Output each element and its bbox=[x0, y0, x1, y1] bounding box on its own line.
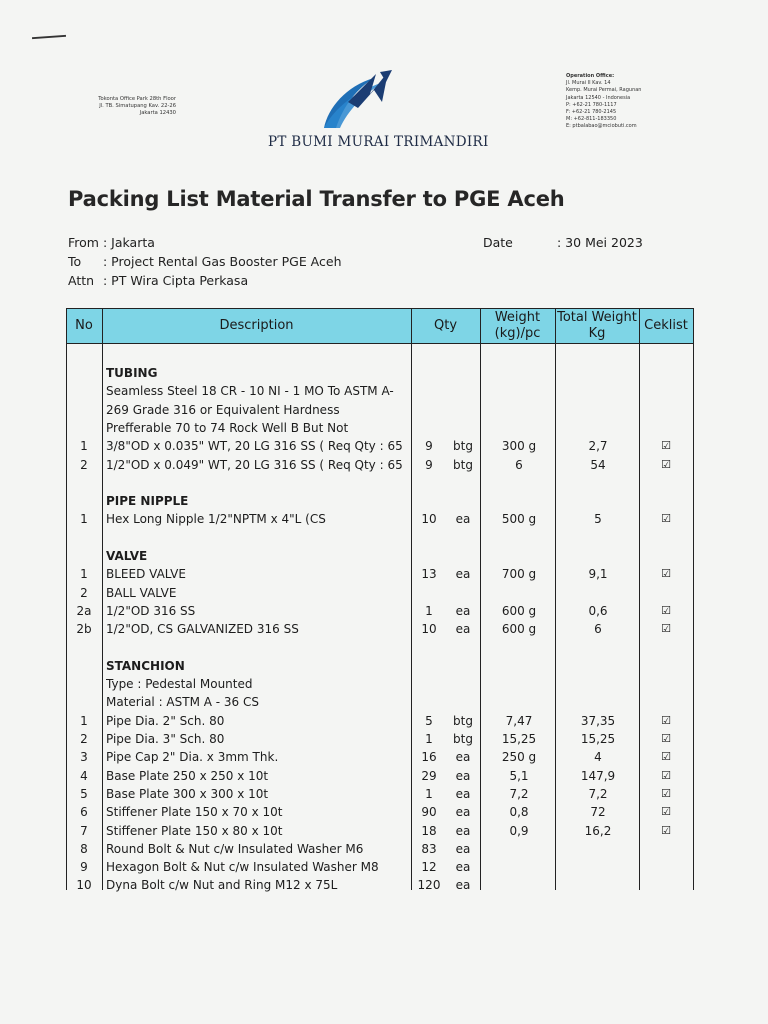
item-number: 2 bbox=[80, 732, 88, 746]
table-row bbox=[66, 437, 694, 456]
item-description: Pipe Cap 2" Dia. x 3mm Thk. bbox=[106, 750, 279, 765]
attn-label: Attn bbox=[68, 273, 95, 288]
item-unit: ea bbox=[455, 841, 471, 856]
item-weight: 250 g bbox=[501, 750, 537, 765]
table-row bbox=[66, 419, 694, 438]
item-weight: 500 g bbox=[501, 512, 537, 527]
head-office-address bbox=[80, 96, 176, 117]
item-unit: ea bbox=[455, 750, 471, 765]
address-line: Jakarta 12540 - Indonesia bbox=[566, 94, 631, 101]
item-unit: ea bbox=[455, 512, 471, 527]
item-description: Base Plate 300 x 300 x 10t bbox=[106, 786, 269, 801]
item-description: Hex Long Nipple 1/2"NPTM x 4"L (CS bbox=[106, 512, 326, 527]
item-check: ☑ bbox=[661, 457, 671, 471]
item-qty: 1 bbox=[425, 603, 433, 618]
header-ceklist: Ceklist bbox=[644, 318, 688, 333]
address-line: E: ptbalabao@mciobuti.com bbox=[566, 123, 637, 130]
item-qty: 1 bbox=[425, 732, 433, 746]
item-check: ☑ bbox=[661, 805, 671, 819]
item-total-weight: 16,2 bbox=[584, 823, 612, 838]
date-value: : 30 Mei 2023 bbox=[557, 235, 643, 250]
table-row bbox=[66, 803, 694, 822]
item-qty: 18 bbox=[421, 823, 437, 838]
from-line bbox=[68, 235, 155, 250]
table-row bbox=[66, 693, 694, 712]
table-row bbox=[66, 712, 694, 731]
item-unit: btg bbox=[453, 732, 473, 746]
item-check: ☑ bbox=[661, 622, 671, 636]
item-total-weight: 72 bbox=[590, 805, 606, 820]
table-row bbox=[66, 565, 694, 584]
item-unit: ea bbox=[455, 786, 471, 801]
address-line: Jl. Murai II Kav. 14 bbox=[566, 80, 611, 87]
address-line: Operation Office: bbox=[566, 73, 615, 79]
table-row bbox=[66, 602, 694, 621]
item-description: Dyna Bolt c/w Nut and Ring M12 x 75L bbox=[106, 878, 338, 893]
item-number: 1 bbox=[80, 512, 88, 527]
item-unit: ea bbox=[455, 823, 471, 838]
header-weight: Weight (kg)/pc bbox=[494, 310, 541, 341]
item-number: 5 bbox=[80, 786, 88, 801]
item-description: Material : ASTM A - 36 CS bbox=[106, 695, 259, 710]
item-unit: btg bbox=[453, 439, 473, 454]
item-description: 1/2"OD, CS GALVANIZED 316 SS bbox=[106, 622, 299, 637]
item-unit: ea bbox=[455, 878, 471, 893]
item-qty: 90 bbox=[421, 805, 437, 820]
section-heading: STANCHION bbox=[106, 658, 185, 673]
packing-list-table bbox=[66, 308, 694, 893]
item-weight: 15,25 bbox=[501, 732, 537, 746]
item-total-weight: 2,7 bbox=[588, 439, 608, 454]
attn-line bbox=[68, 273, 248, 288]
item-description: BLEED VALVE bbox=[106, 567, 186, 582]
table-row bbox=[66, 382, 694, 401]
item-unit: ea bbox=[455, 768, 471, 783]
table-row bbox=[66, 748, 694, 767]
item-check: ☑ bbox=[661, 567, 671, 581]
table-row bbox=[66, 474, 694, 493]
table-row bbox=[66, 510, 694, 529]
item-description: Base Plate 250 x 250 x 10t bbox=[106, 768, 269, 783]
item-unit: ea bbox=[455, 860, 471, 875]
table-row bbox=[66, 529, 694, 548]
item-weight: 700 g bbox=[501, 567, 537, 582]
attn-value: : PT Wira Cipta Perkasa bbox=[103, 273, 249, 288]
item-number: 2 bbox=[80, 457, 88, 472]
table-row bbox=[66, 675, 694, 694]
table-row bbox=[66, 840, 694, 859]
item-number: 4 bbox=[80, 768, 88, 783]
address-line: Tokonta Office Park 28th Floor bbox=[98, 96, 176, 102]
table-row bbox=[66, 620, 694, 639]
item-number: 1 bbox=[80, 713, 88, 728]
item-qty: 10 bbox=[421, 622, 437, 637]
table-row bbox=[66, 364, 694, 383]
item-unit: ea bbox=[455, 567, 471, 582]
item-qty: 13 bbox=[421, 567, 437, 582]
table-row bbox=[66, 822, 694, 841]
item-weight: 7,47 bbox=[505, 713, 533, 728]
item-total-weight: 147,9 bbox=[580, 768, 616, 783]
item-total-weight: 5 bbox=[594, 512, 602, 527]
item-number: 10 bbox=[76, 878, 92, 893]
item-total-weight: 37,35 bbox=[580, 713, 616, 728]
section-heading: TUBING bbox=[106, 366, 158, 380]
item-description: 1/2"OD 316 SS bbox=[106, 603, 196, 618]
item-qty: 9 bbox=[425, 439, 433, 454]
operation-office-address bbox=[566, 73, 656, 131]
item-number: 9 bbox=[80, 860, 88, 875]
table-row bbox=[66, 657, 694, 676]
item-check: ☑ bbox=[661, 732, 671, 745]
from-label: From bbox=[68, 235, 99, 250]
item-number: 2b bbox=[76, 622, 92, 637]
item-total-weight: 9,1 bbox=[588, 567, 608, 582]
item-check: ☑ bbox=[661, 512, 671, 526]
item-weight: 600 g bbox=[501, 603, 537, 618]
item-description: BALL VALVE bbox=[106, 585, 177, 600]
item-number: 2a bbox=[76, 603, 92, 618]
item-total-weight: 4 bbox=[594, 750, 602, 765]
item-number: 2 bbox=[80, 585, 88, 600]
item-check: ☑ bbox=[661, 786, 671, 800]
table-row bbox=[66, 876, 694, 895]
table-row bbox=[66, 639, 694, 658]
item-number: 1 bbox=[80, 439, 88, 454]
item-description: 1/2"OD x 0.049" WT, 20 LG 316 SS ( Req Qty : 65 bbox=[106, 457, 403, 472]
item-description: Pipe Dia. 3" Sch. 80 bbox=[106, 732, 225, 746]
from-value: : Jakarta bbox=[103, 235, 155, 250]
address-line: Jakarta 12430 bbox=[139, 110, 176, 116]
table-row bbox=[66, 767, 694, 786]
header-qty: Qty bbox=[433, 318, 458, 333]
item-total-weight: 54 bbox=[590, 457, 606, 472]
item-number: 3 bbox=[80, 750, 88, 765]
item-qty: 83 bbox=[421, 841, 437, 856]
item-weight: 5,1 bbox=[509, 768, 529, 783]
item-qty: 10 bbox=[421, 512, 437, 527]
item-total-weight: 6 bbox=[594, 622, 602, 637]
item-check: ☑ bbox=[661, 713, 671, 727]
table-row bbox=[66, 401, 694, 420]
item-weight: 0,8 bbox=[509, 805, 529, 820]
header-no: No bbox=[75, 318, 93, 333]
item-weight: 7,2 bbox=[509, 786, 529, 801]
address-line: Jl. TB. Simatupang Kav. 22-26 bbox=[99, 103, 176, 109]
company-name: PT BUMI MURAI TRIMANDIRI bbox=[268, 134, 489, 150]
section-heading: VALVE bbox=[106, 549, 148, 563]
item-check: ☑ bbox=[661, 823, 671, 837]
item-description: Round Bolt & Nut c/w Insulated Washer M6 bbox=[106, 841, 364, 856]
item-description: Type : Pedestal Mounted bbox=[106, 677, 253, 692]
item-weight: 600 g bbox=[501, 622, 537, 637]
pen-mark bbox=[32, 35, 66, 39]
header-total-weight: Total Weight Kg bbox=[557, 310, 637, 341]
item-qty: 16 bbox=[421, 750, 437, 765]
item-unit: btg bbox=[453, 457, 473, 472]
item-weight: 300 g bbox=[501, 439, 537, 454]
item-weight: 0,9 bbox=[509, 823, 529, 838]
address-line: F: +62-21 780-2145 bbox=[566, 109, 617, 116]
item-unit: btg bbox=[453, 713, 473, 728]
table-row bbox=[66, 584, 694, 603]
section-heading: PIPE NIPPLE bbox=[106, 494, 189, 509]
address-line: M: +62-811-183350 bbox=[566, 116, 617, 123]
item-number: 6 bbox=[80, 805, 88, 820]
document-title: Packing List Material Transfer to PGE Aceh bbox=[68, 187, 565, 211]
item-check: ☑ bbox=[661, 439, 671, 453]
item-description: Prefferable 70 to 74 Rock Well B But Not bbox=[106, 420, 349, 435]
item-total-weight: 7,2 bbox=[588, 786, 608, 801]
to-line bbox=[68, 254, 342, 269]
item-description: Seamless Steel 18 CR - 10 NI - 1 MO To ASTM A- bbox=[106, 384, 394, 399]
address-line: P: +62-21 780-1117 bbox=[566, 101, 617, 108]
item-description: 3/8"OD x 0.035" WT, 20 LG 316 SS ( Req Qty : 65 bbox=[106, 439, 403, 454]
item-number: 1 bbox=[80, 567, 88, 582]
table-row bbox=[66, 858, 694, 877]
item-qty: 9 bbox=[425, 457, 433, 472]
item-qty: 1 bbox=[425, 786, 433, 801]
table-row bbox=[66, 456, 694, 475]
item-qty: 12 bbox=[421, 860, 437, 875]
item-weight: 6 bbox=[515, 457, 523, 472]
item-number: 8 bbox=[80, 841, 88, 856]
item-total-weight: 15,25 bbox=[580, 732, 616, 746]
item-total-weight: 0,6 bbox=[588, 603, 608, 618]
to-value: : Project Rental Gas Booster PGE Aceh bbox=[103, 254, 342, 269]
header-description: Description bbox=[219, 318, 294, 333]
date-label: Date bbox=[483, 235, 513, 250]
table-row bbox=[66, 785, 694, 804]
item-check: ☑ bbox=[661, 768, 671, 782]
item-qty: 29 bbox=[421, 768, 437, 783]
table-row bbox=[66, 492, 694, 511]
item-description: Stiffener Plate 150 x 80 x 10t bbox=[106, 823, 283, 838]
item-check: ☑ bbox=[661, 750, 671, 764]
item-unit: ea bbox=[455, 603, 471, 618]
item-unit: ea bbox=[455, 805, 471, 820]
item-check: ☑ bbox=[661, 603, 671, 617]
table-row bbox=[66, 547, 694, 566]
item-qty: 5 bbox=[425, 713, 433, 728]
item-description: 269 Grade 316 or Equivalent Hardness bbox=[106, 402, 340, 417]
to-label: To bbox=[68, 254, 82, 269]
item-description: Stiffener Plate 150 x 70 x 10t bbox=[106, 805, 283, 820]
item-unit: ea bbox=[455, 622, 471, 637]
company-logo-icon bbox=[318, 68, 398, 138]
item-description: Pipe Dia. 2" Sch. 80 bbox=[106, 713, 225, 728]
item-qty: 120 bbox=[417, 878, 441, 893]
table-row bbox=[66, 730, 694, 749]
item-description: Hexagon Bolt & Nut c/w Insulated Washer M8 bbox=[106, 860, 379, 875]
item-number: 7 bbox=[80, 823, 88, 838]
address-line: Kemp. Murai Permai, Ragunan bbox=[566, 87, 642, 94]
